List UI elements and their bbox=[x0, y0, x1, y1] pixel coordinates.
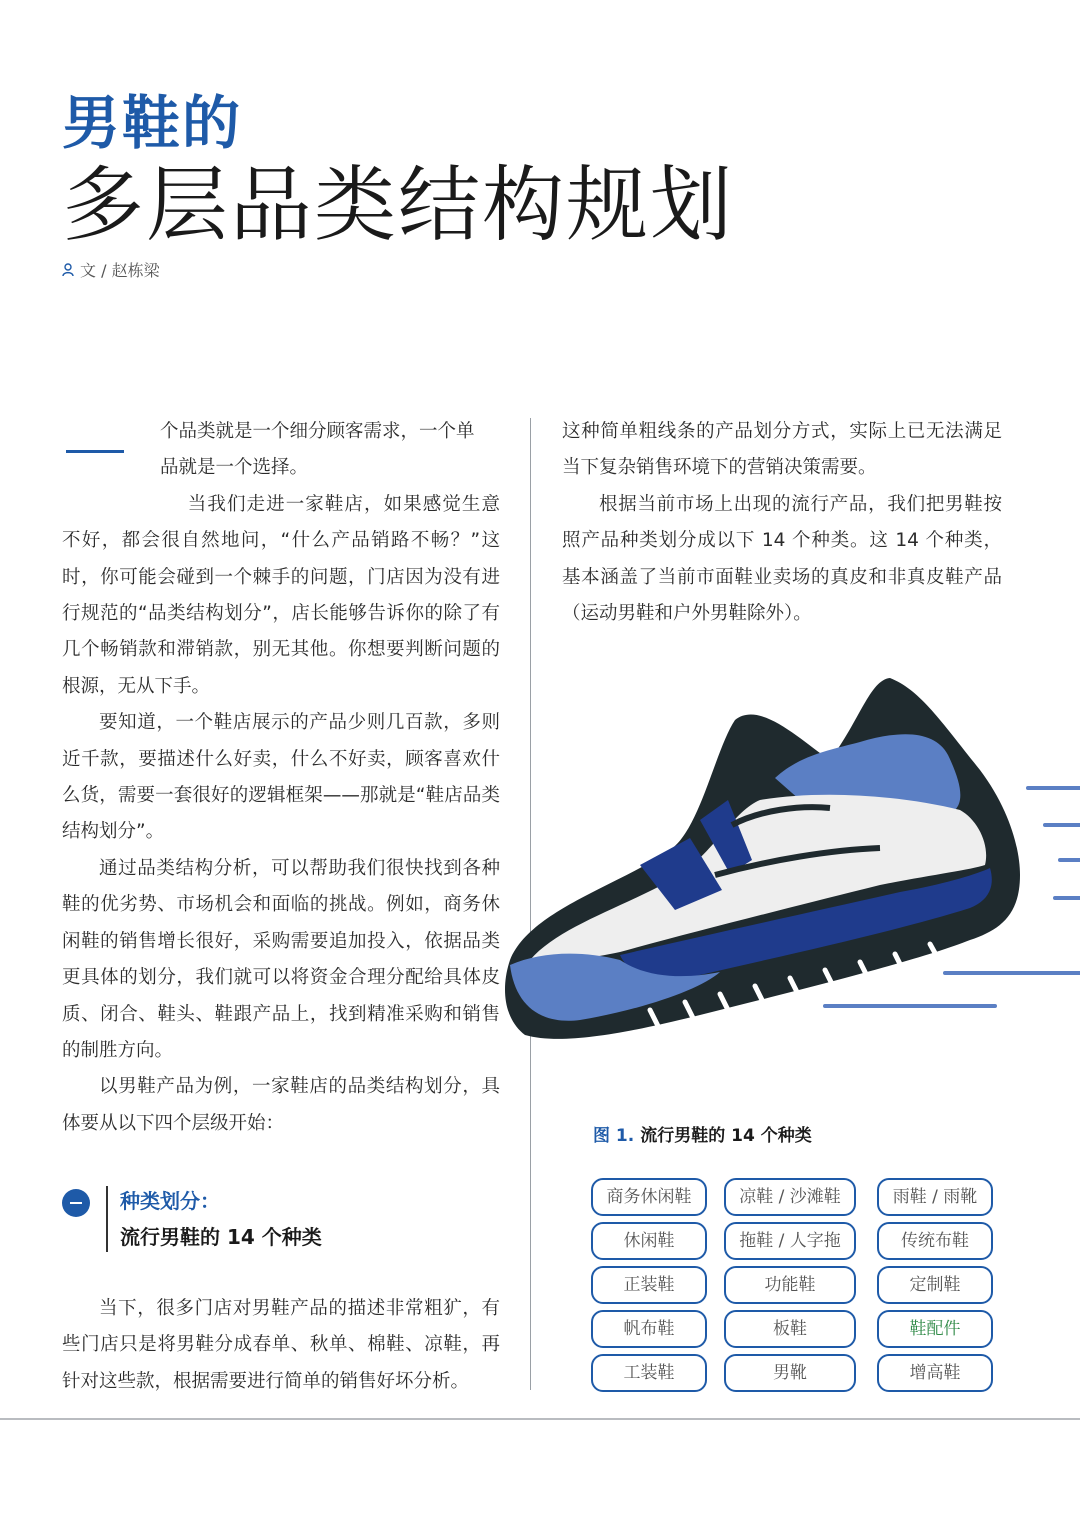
left-column bbox=[62, 414, 500, 1142]
body-paragraph: 这种简单粗线条的产品划分方式，实际上已无法满足当下复杂销售环境下的营销决策需要。 bbox=[562, 421, 1002, 479]
category-tag: 休闲鞋 bbox=[591, 1222, 707, 1260]
figure-number: 图 1. bbox=[593, 1126, 635, 1146]
right-column bbox=[562, 414, 1002, 632]
category-tag: 工装鞋 bbox=[591, 1354, 707, 1392]
section-title: 流行男鞋的 14 个种类 bbox=[120, 1225, 322, 1249]
body-paragraph: 以男鞋产品为例，一家鞋店的品类结构划分，具体要从以下四个层级开始： bbox=[62, 1076, 500, 1134]
opening-paragraph bbox=[62, 414, 500, 487]
category-tag: 正装鞋 bbox=[591, 1266, 707, 1304]
body-paragraph: 要知道，一个鞋店展示的产品少则几百款，多则近千款，要描述什么好卖，什么不好卖，顾客喜欢什么货，需要一套很好的逻辑框架——那就是“鞋店品类结构划分”。 bbox=[62, 712, 500, 843]
body-paragraph: 根据当前市场上出现的流行产品，我们把男鞋按照产品种类划分成以下 14 个种类。这 14 个种类，基本涵盖了当前市面鞋业卖场的真皮和非真皮鞋产品（运动男鞋和户外男鞋除外）。 bbox=[562, 493, 1002, 625]
body-paragraph: 通过品类结构分析，可以帮助我们很快找到各种鞋的优劣势、市场机会和面临的挑战。例如，商务休闲鞋的销售增长很好，采购需要追加投入，依据品类更具体的划分，我们就可以将资金合理分配给具体皮质、闭合、鞋头、鞋跟产品上，找到精准采购和销售的制胜方向。 bbox=[62, 857, 500, 1061]
person-icon bbox=[62, 261, 74, 283]
body-paragraph: 当我们走进一家鞋店，如果感觉生意不好，都会很自然地问，“什么产品销路不畅？”这时，你可能会碰到一个棘手的问题，门店因为没有进行规范的“品类结构划分”，店长能够告诉你的除了有几个畅销款和滞销款，别无其他。你想要判断问题的根源，无从下手。 bbox=[62, 493, 500, 697]
category-tag: 帆布鞋 bbox=[591, 1310, 707, 1348]
byline-text: 文 / 赵栋梁 bbox=[80, 261, 160, 280]
page-title: 多层品类结构规划 bbox=[62, 158, 735, 253]
section-heading bbox=[62, 1186, 502, 1256]
byline bbox=[62, 260, 160, 283]
title-kicker: 男鞋的 bbox=[62, 89, 243, 157]
figure-caption-text: 流行男鞋的 14 个种类 bbox=[640, 1126, 812, 1146]
category-tag: 功能鞋 bbox=[724, 1266, 856, 1304]
category-tag: 增高鞋 bbox=[877, 1354, 993, 1392]
category-tag-accessories: 鞋配件 bbox=[877, 1310, 993, 1348]
category-tag: 商务休闲鞋 bbox=[591, 1178, 707, 1216]
opening-line-2: 品就是一个选择。 bbox=[160, 457, 309, 479]
category-tag: 定制鞋 bbox=[877, 1266, 993, 1304]
category-tag-grid bbox=[591, 1178, 995, 1392]
category-tag: 拖鞋 / 人字拖 bbox=[724, 1222, 856, 1260]
opening-line-1: 个品类就是一个细分顾客需求，一个单 bbox=[160, 421, 475, 442]
figure-caption bbox=[593, 1124, 812, 1148]
section-kicker: 种类划分： bbox=[120, 1189, 220, 1213]
numeral-one-badge bbox=[62, 1189, 90, 1217]
running-shoe-illustration bbox=[500, 660, 1080, 1060]
category-tag: 男靴 bbox=[724, 1354, 856, 1392]
page-bottom-rule bbox=[0, 1418, 1080, 1420]
body-paragraph: 当下，很多门店对男鞋产品的描述非常粗犷，有些门店只是将男鞋分成春单、秋单、棉鞋、凉鞋，再针对这些款，根据需要进行简单的销售好坏分析。 bbox=[62, 1298, 500, 1392]
section-divider bbox=[106, 1186, 108, 1252]
left-column-continued bbox=[62, 1291, 500, 1400]
category-tag: 传统布鞋 bbox=[877, 1222, 993, 1260]
category-tag: 凉鞋 / 沙滩鞋 bbox=[724, 1178, 856, 1216]
category-tag: 板鞋 bbox=[724, 1310, 856, 1348]
category-tag: 雨鞋 / 雨靴 bbox=[877, 1178, 993, 1216]
